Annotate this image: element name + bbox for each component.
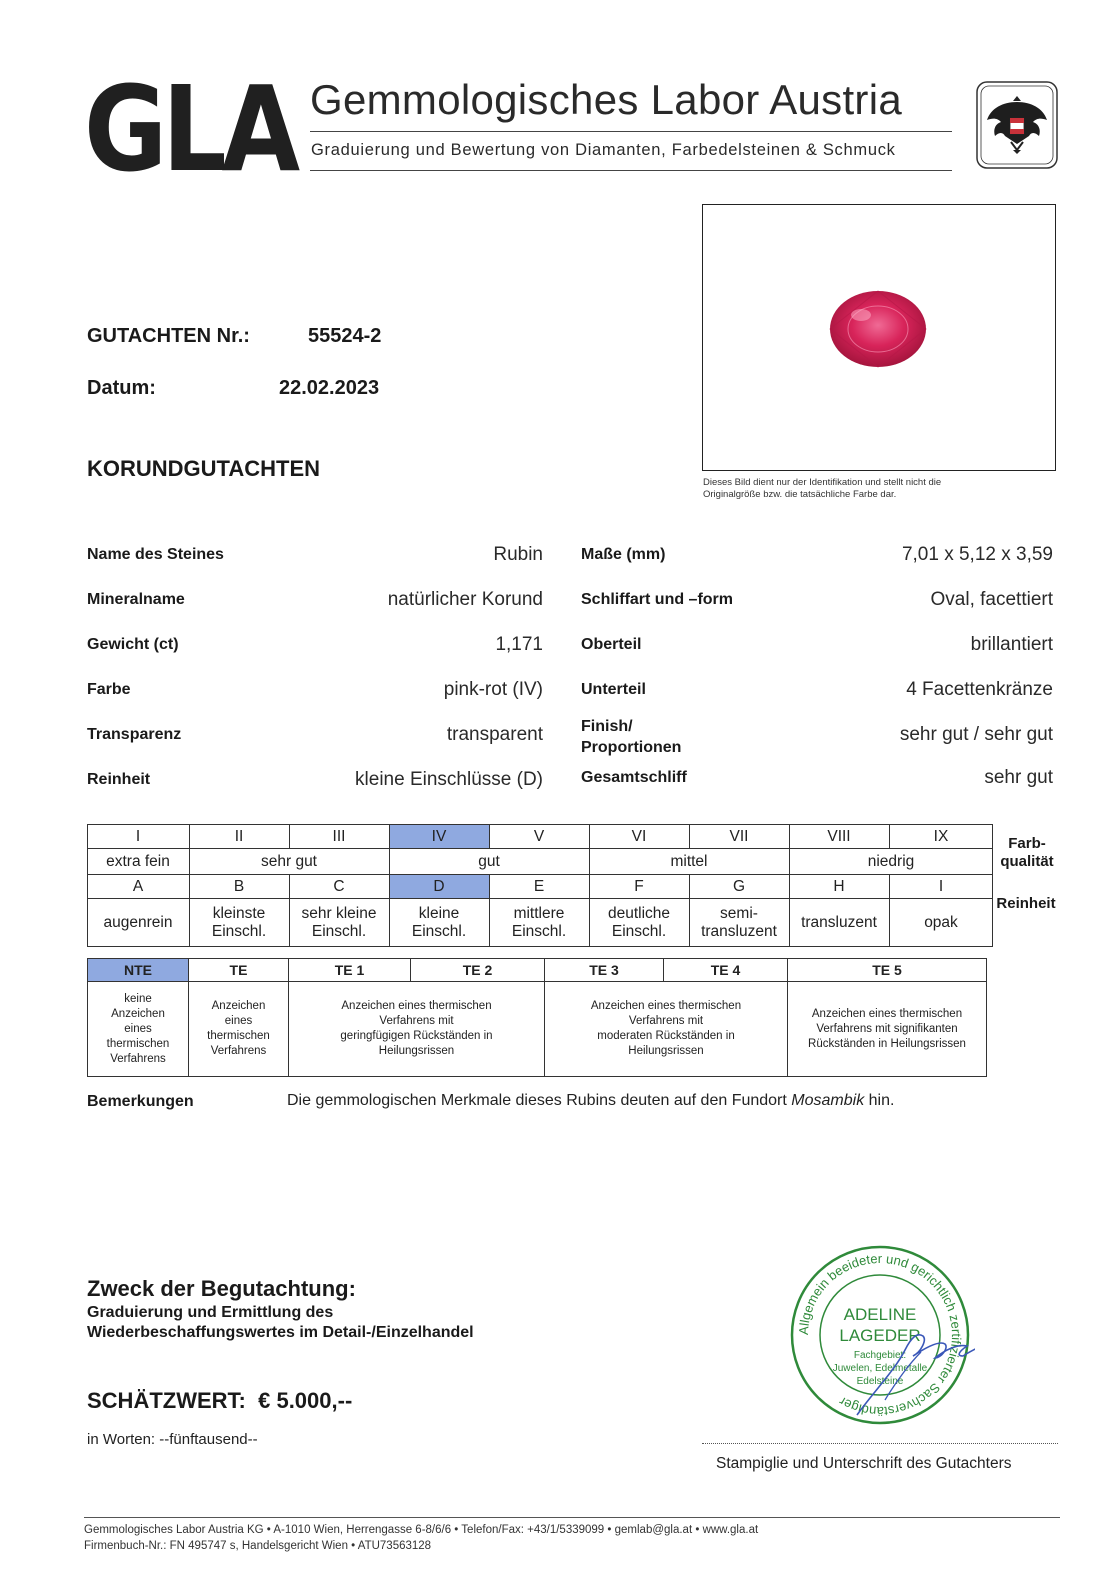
remarks-text-after: hin.: [864, 1092, 895, 1109]
prop-value-color: pink-rot (IV): [443, 679, 543, 700]
treatment-desc-te12-l1: Anzeichen eines thermischen: [341, 1000, 492, 1012]
prop-label-dimensions: Maße (mm): [581, 546, 666, 563]
color-group-very-good: sehr gut: [260, 852, 317, 870]
photo-caption: [703, 477, 1063, 501]
color-quality-side-label-l2: qualität: [1000, 853, 1054, 870]
clarity-grade-a: A: [132, 877, 144, 895]
valuation-label: SCHÄTZWERT:: [87, 1388, 246, 1413]
prop-value-crown: brillantiert: [970, 634, 1053, 655]
prop-value-mineral: natürlicher Korund: [387, 589, 543, 610]
treatment-desc-te5-l3: Rückständen in Heilungsrissen: [808, 1037, 966, 1050]
purpose-line-2: Wiederbeschaffungswertes im Detail-/Einzelhandel: [87, 1324, 474, 1341]
grade-grid: [87, 824, 993, 946]
treatment-desc-nte-l5: Verfahrens: [110, 1052, 166, 1065]
clarity-desc-c: [289, 899, 389, 946]
signature-caption: Stampiglie und Unterschrift des Gutachters: [716, 1455, 1012, 1472]
clarity-desc-c-l1: sehr kleine: [301, 904, 377, 922]
clarity-desc-b-l1: kleinste: [212, 904, 266, 922]
prop-label-color: Farbe: [87, 681, 131, 698]
prop-label-finish: [581, 716, 681, 758]
treatment-desc-te5-l1: Anzeichen eines thermischen: [811, 1007, 963, 1020]
header-rule-top: [310, 131, 952, 132]
remarks-text-before: Die gemmologischen Merkmale dieses Rubins deuten auf den Fundort: [287, 1092, 792, 1109]
report-number-label: GUTACHTEN Nr.:: [87, 325, 250, 347]
clarity-grade-d-selected: D: [389, 875, 489, 898]
treatment-desc-te-l4: Verfahrens: [210, 1045, 267, 1057]
treatment-desc-te1-te2: [289, 982, 545, 1077]
clarity-desc-e: [489, 899, 589, 946]
treatment-header-te3: TE 3: [545, 959, 664, 982]
remarks-label: Bemerkungen: [87, 1093, 194, 1110]
treatment-desc-te12-l3: geringfügigen Rückständen in: [340, 1030, 493, 1042]
report-date-label: Datum:: [87, 377, 156, 399]
prop-value-overall-cut: sehr gut: [984, 767, 1053, 788]
prop-value-finish: sehr gut / sehr gut: [899, 724, 1053, 745]
prop-label-clarity: Reinheit: [87, 771, 151, 788]
color-grade-vii: VII: [729, 827, 749, 845]
treatment-table: [87, 958, 987, 1077]
clarity-grade-c: C: [333, 877, 345, 895]
signature-line: [702, 1443, 1058, 1444]
treatment-desc-te3-te4: [545, 982, 788, 1077]
lab-name: Gemmologisches Labor Austria: [310, 76, 903, 123]
clarity-grade-i: I: [938, 877, 944, 895]
prop-label-cut: Schliffart und –form: [581, 591, 734, 608]
valuation-value: € 5.000,--: [258, 1388, 353, 1413]
clarity-grade-e: E: [533, 877, 545, 895]
clarity-desc-c-l2: Einschl.: [311, 922, 367, 940]
stamp-inner-line2: Juwelen, Edelmetalle: [832, 1363, 928, 1374]
austrian-eagle-seal-icon: [975, 80, 1059, 170]
treatment-desc-te5: [788, 982, 987, 1077]
prop-value-dimensions: 7,01 x 5,12 x 3,59: [901, 544, 1053, 565]
clarity-grade-g: G: [732, 877, 746, 895]
treatment-desc-te34-l4: Heilungsrissen: [628, 1045, 704, 1057]
clarity-desc-i: [889, 899, 993, 946]
clarity-desc-a-text: augenrein: [103, 913, 173, 931]
clarity-desc-f: [589, 899, 689, 946]
report-date-value: 22.02.2023: [279, 377, 380, 399]
color-group-medium: mittel: [670, 852, 708, 870]
color-quality-side-label: [995, 835, 1059, 871]
treatment-header-nte-selected: NTE: [88, 959, 189, 982]
color-group-low: niedrig: [867, 852, 915, 870]
purpose-line-1: Graduierung und Ermittlung des: [87, 1304, 334, 1321]
clarity-desc-e-l2: Einschl.: [511, 922, 567, 940]
prop-label-finish-line2: Proportionen: [581, 739, 682, 756]
treatment-desc-nte-l3: eines: [124, 1022, 152, 1035]
prop-label-mineral: Mineralname: [87, 591, 185, 608]
color-grade-i: I: [135, 827, 141, 845]
prop-label-weight: Gewicht (ct): [87, 636, 179, 653]
photo-caption-line2: Originalgröße bzw. die tatsächliche Farbe dar.: [703, 489, 897, 500]
clarity-desc-d-l1: kleine: [418, 904, 460, 922]
clarity-desc-g-l2: transluzent: [701, 922, 777, 940]
prop-label-crown: Oberteil: [581, 636, 642, 653]
purpose-title: Zweck der Begutachtung:: [87, 1276, 356, 1301]
gem-photo-frame: [702, 204, 1056, 471]
prop-label-pavilion: Unterteil: [581, 681, 646, 698]
treatment-desc-te: [189, 982, 289, 1077]
treatment-desc-nte-l1: keine: [124, 992, 152, 1005]
clarity-desc-e-l1: mittlere: [513, 904, 565, 922]
remarks-text: [287, 1092, 894, 1110]
stamp-name-line1: ADELINE: [843, 1305, 917, 1324]
treatment-header-te1: TE 1: [289, 959, 411, 982]
color-grade-viii: VIII: [827, 827, 851, 845]
valuation-in-words: in Worten: --fünftausend--: [87, 1431, 258, 1448]
treatment-desc-nte-l4: thermischen: [106, 1037, 170, 1050]
clarity-grade-h: H: [833, 877, 845, 895]
valuation: [87, 1388, 352, 1414]
clarity-desc-b: [189, 899, 289, 946]
clarity-desc-g-l1: semi-: [720, 904, 758, 922]
treatment-header-te5: TE 5: [788, 959, 987, 982]
prop-value-transparency: transparent: [446, 724, 543, 745]
treatment-desc-te-l2: eines: [224, 1015, 253, 1027]
prop-label-name: Name des Steines: [87, 546, 224, 563]
clarity-desc-h-text: transluzent: [801, 913, 877, 931]
treatment-desc-te34-l1: Anzeichen eines thermischen: [590, 1000, 742, 1012]
treatment-desc-te12-l4: Heilungsrissen: [378, 1045, 455, 1057]
prop-value-weight: 1,171: [495, 634, 543, 655]
treatment-header-te4: TE 4: [664, 959, 788, 982]
prop-value-pavilion: 4 Facettenkränze: [906, 679, 1053, 700]
report-number-value: 55524-2: [308, 325, 382, 347]
clarity-desc-b-l2: Einschl.: [211, 922, 267, 940]
color-grade-v: V: [533, 827, 545, 845]
color-grade-ix: IX: [933, 827, 949, 845]
lab-subtitle: Graduierung und Bewertung von Diamanten, Farbedelsteinen & Schmuck: [311, 141, 896, 159]
treatment-desc-nte-l2: Anzeichen: [111, 1007, 165, 1020]
expert-stamp: [785, 1240, 975, 1430]
report-title: KORUNDGUTACHTEN: [87, 456, 321, 481]
treatment-desc-te5-l2: Verfahrens mit signifikanten: [816, 1022, 958, 1035]
stamp-inner-line1: Fachgebiet:: [853, 1350, 907, 1361]
footer-line-2: Firmenbuch-Nr.: FN 495747 s, Handelsgericht Wien • ATU73563128: [84, 1540, 432, 1552]
color-grade-iii: III: [332, 827, 346, 845]
color-quality-side-label-l1: Farb-: [1008, 835, 1046, 852]
color-group-good: gut: [478, 852, 500, 870]
stamp-name-line2: LAGEDER: [839, 1326, 921, 1345]
color-group-extra-fine: extra fein: [106, 852, 170, 870]
treatment-header-te: TE: [189, 959, 289, 982]
ruby-gem-image: [703, 205, 1054, 469]
stamp-ring-text: Allgemein beeideter und gerichtlich zertifizierter Sachverständiger: [795, 1250, 965, 1420]
header-rule-bottom: [310, 170, 952, 171]
treatment-desc-te-l1: Anzeichen: [211, 1000, 266, 1012]
prop-label-transparency: Transparenz: [87, 726, 182, 743]
clarity-desc-h: [789, 899, 889, 946]
prop-value-cut: Oval, facettiert: [930, 589, 1053, 610]
lab-logo: GLA: [84, 60, 296, 198]
color-grade-iv-selected: IV: [389, 825, 489, 848]
clarity-desc-i-text: opak: [924, 913, 958, 931]
clarity-desc-f-l2: Einschl.: [611, 922, 667, 940]
clarity-desc-f-l1: deutliche: [607, 904, 671, 922]
clarity-desc-a: [87, 899, 189, 946]
prop-value-name: Rubin: [493, 544, 543, 565]
stamp-inner-line3: Edelsteine: [856, 1376, 904, 1387]
clarity-side-label: Reinheit: [996, 895, 1056, 912]
treatment-desc-te12-l2: Verfahrens mit: [379, 1015, 454, 1027]
treatment-desc-te34-l2: Verfahrens mit: [628, 1015, 704, 1027]
remarks-locality: Mosambik: [791, 1092, 865, 1109]
clarity-grade-b: B: [233, 877, 245, 895]
clarity-desc-g: [689, 899, 789, 946]
treatment-desc-nte: [88, 982, 189, 1077]
color-grade-vi: VI: [631, 827, 647, 845]
photo-caption-line1: Dieses Bild dient nur der Identifikation und stellt nicht die: [703, 477, 942, 488]
clarity-grade-f: F: [634, 877, 644, 895]
footer-rule: [84, 1517, 1060, 1518]
footer-line-1: Gemmologisches Labor Austria KG • A-1010 Wien, Herrengasse 6-8/6/6 • Telefon/Fax: +43/1/5339099 • gemlab@gla.at • www.gla.at: [84, 1524, 759, 1536]
clarity-desc-d: [389, 899, 489, 946]
treatment-header-te2: TE 2: [411, 959, 545, 982]
treatment-desc-te-l3: thermischen: [207, 1030, 270, 1042]
prop-label-overall-cut: Gesamtschliff: [581, 769, 687, 786]
prop-label-finish-line1: Finish/: [581, 718, 633, 735]
clarity-desc-d-l2: Einschl.: [411, 922, 467, 940]
prop-value-clarity: kleine Einschlüsse (D): [355, 769, 543, 790]
treatment-desc-te34-l3: moderaten Rückständen in: [597, 1030, 735, 1042]
color-grade-ii: II: [234, 827, 244, 845]
